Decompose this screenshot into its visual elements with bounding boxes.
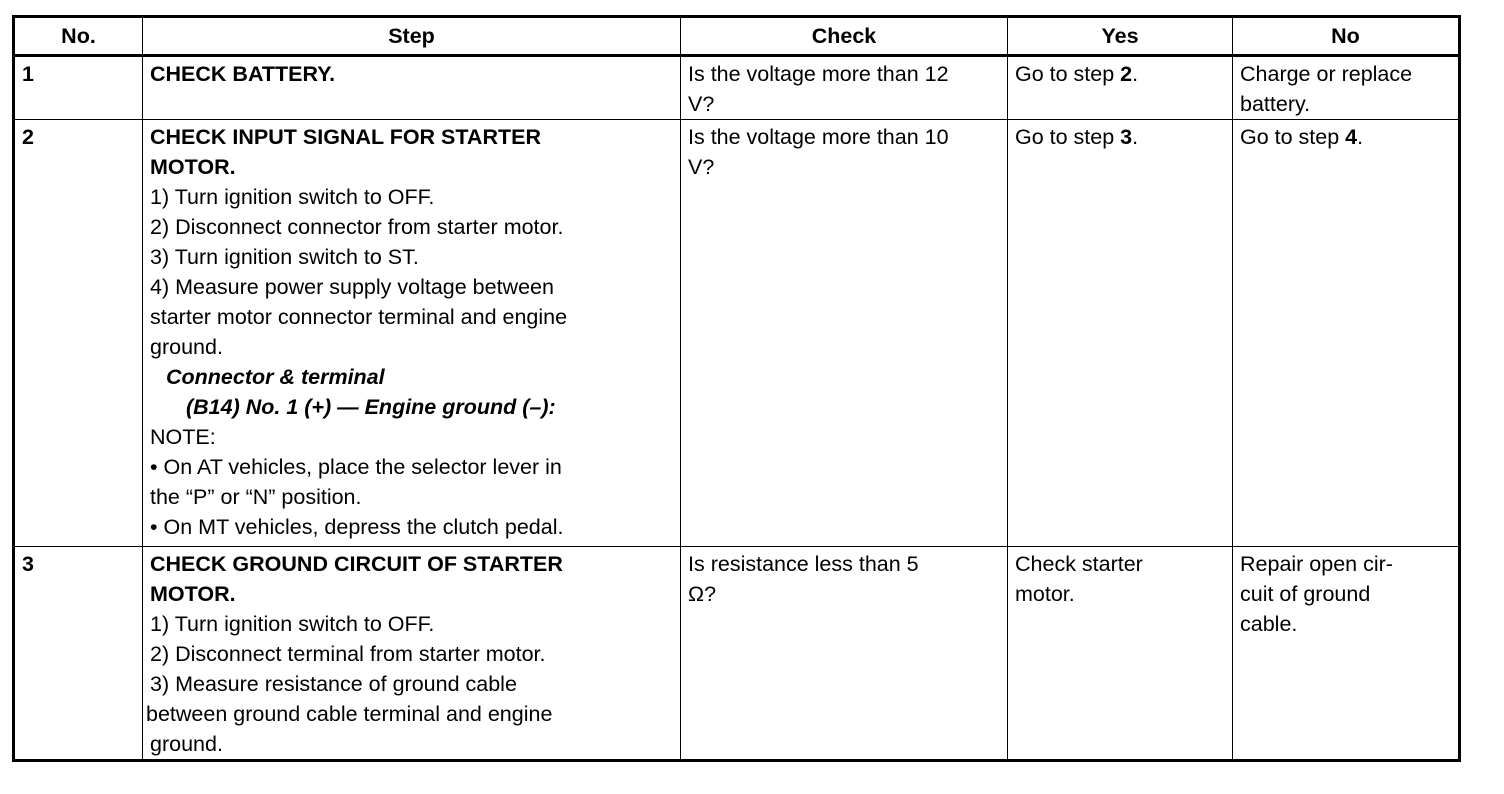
table-row	[14, 56, 1460, 120]
no-text: Repair open cir-	[1240, 552, 1393, 576]
no-text: cuit of ground	[1240, 582, 1371, 606]
connector-value: (B14) No. 1 (+) — Engine ground (–):	[186, 395, 556, 419]
check-cell	[681, 547, 1008, 761]
header-no-action: No	[1233, 17, 1460, 56]
step-instruction: starter motor connector terminal and engine	[150, 305, 568, 329]
note-label: NOTE:	[150, 425, 216, 449]
yes-cell	[1008, 56, 1233, 120]
diagnostic-table	[12, 15, 1461, 762]
no-cell	[1233, 547, 1460, 761]
check-text: Is the voltage more than 12	[688, 62, 949, 86]
check-text: V?	[688, 155, 715, 179]
step-cell	[143, 120, 681, 547]
header-check: Check	[681, 17, 1008, 56]
step-instruction: 1) Turn ignition switch to OFF.	[150, 185, 435, 209]
yes-text: Go to step	[1015, 62, 1121, 86]
step-number: 2	[14, 120, 143, 547]
step-title: MOTOR.	[150, 582, 236, 606]
step-title: MOTOR.	[150, 155, 236, 179]
connector-label: Connector & terminal	[166, 365, 385, 389]
step-instruction: 4) Measure power supply voltage between	[150, 275, 554, 299]
no-step-ref: 4	[1345, 125, 1358, 149]
step-cell	[143, 547, 681, 761]
step-instruction: between ground cable terminal and engine	[146, 702, 553, 726]
step-instruction: ground.	[150, 335, 223, 359]
step-instruction: 1) Turn ignition switch to OFF.	[150, 612, 435, 636]
check-text: Ω?	[688, 582, 717, 606]
header-no: No.	[14, 17, 143, 56]
check-text: Is the voltage more than 10	[688, 125, 949, 149]
table-row	[14, 120, 1460, 547]
check-text: V?	[688, 92, 715, 116]
yes-text: motor.	[1015, 582, 1075, 606]
yes-cell	[1008, 120, 1233, 547]
yes-end: .	[1132, 62, 1139, 86]
no-cell	[1233, 56, 1460, 120]
note-item: • On AT vehicles, place the selector lever in	[150, 455, 562, 479]
no-text: cable.	[1240, 612, 1298, 636]
yes-text: Go to step	[1015, 125, 1121, 149]
check-cell	[681, 56, 1008, 120]
step-title: CHECK GROUND CIRCUIT OF STARTER	[150, 552, 563, 576]
step-instruction: 2) Disconnect connector from starter motor.	[150, 215, 564, 239]
yes-step-ref: 3	[1120, 125, 1133, 149]
check-cell	[681, 120, 1008, 547]
yes-end: .	[1132, 125, 1139, 149]
step-instruction: 3) Turn ignition switch to ST.	[150, 245, 419, 269]
step-number: 1	[14, 56, 143, 120]
table-row	[14, 547, 1460, 761]
note-item: • On MT vehicles, depress the clutch pedal.	[150, 515, 564, 539]
no-text: Go to step	[1240, 125, 1346, 149]
yes-step-ref: 2	[1120, 62, 1133, 86]
header-step: Step	[143, 17, 681, 56]
no-cell	[1233, 120, 1460, 547]
header-row	[14, 17, 1460, 56]
header-yes: Yes	[1008, 17, 1233, 56]
no-end: .	[1357, 125, 1364, 149]
step-title: CHECK INPUT SIGNAL FOR STARTER	[150, 125, 541, 149]
step-number: 3	[14, 547, 143, 761]
no-text: Charge or replace	[1240, 62, 1413, 86]
note-item: the “P” or “N” position.	[150, 485, 362, 509]
yes-cell	[1008, 547, 1233, 761]
step-title: CHECK BATTERY.	[150, 62, 336, 86]
no-text: battery.	[1240, 92, 1311, 116]
step-instruction: ground.	[150, 732, 223, 756]
step-instruction: 3) Measure resistance of ground cable	[150, 672, 517, 696]
step-instruction: 2) Disconnect terminal from starter motor.	[150, 642, 546, 666]
yes-text: Check starter	[1015, 552, 1143, 576]
check-text: Is resistance less than 5	[688, 552, 919, 576]
step-cell	[143, 56, 681, 120]
